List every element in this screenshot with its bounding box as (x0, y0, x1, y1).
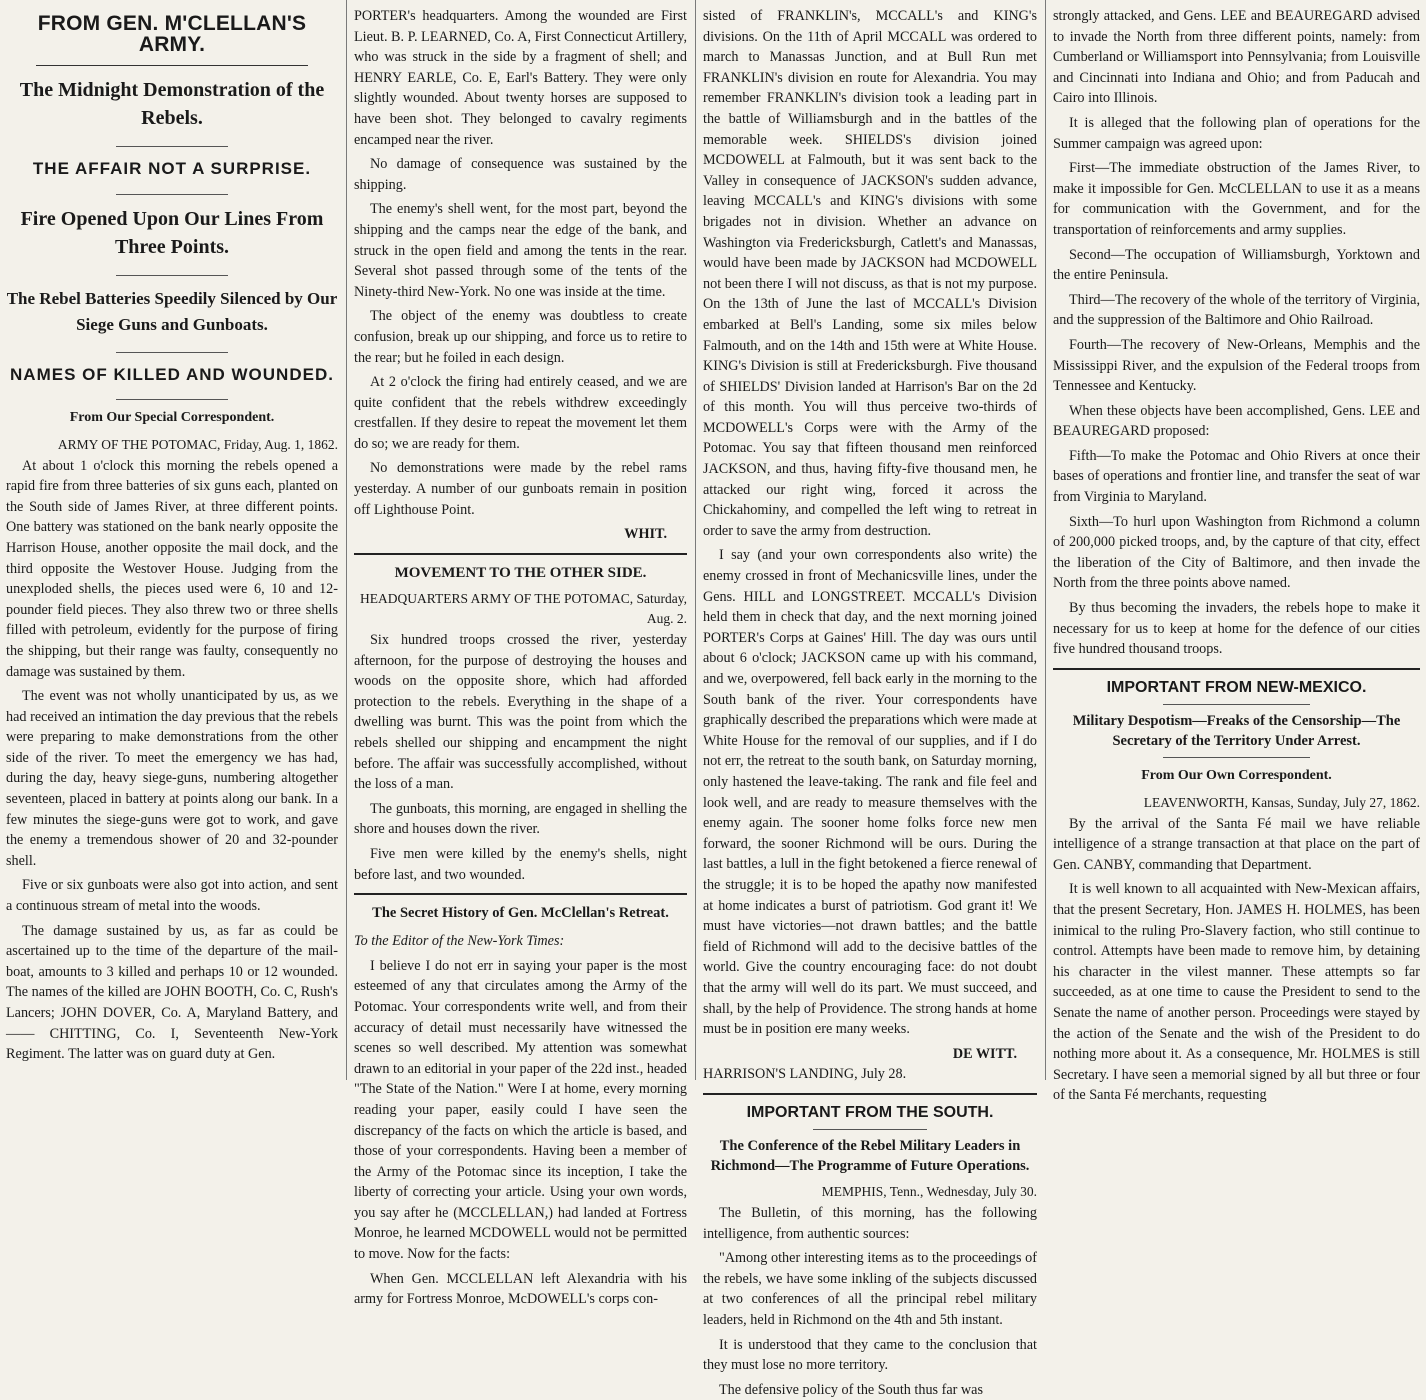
signoff-place: HARRISON'S LANDING, July 28. (703, 1066, 907, 1083)
dateline: MEMPHIS, Tenn., Wednesday, July 30. (821, 1184, 1037, 1200)
dateline: HEADQUARTERS ARMY OF THE POTOMAC, Saturday, Aug. 2. (360, 590, 687, 627)
article-paragraph: I say (and your own correspondents also write) the enemy crossed in front of Mechanicsville lines, under the Gens. HILL and LONGSTREET. MCCALL's Division held them in check that day, and the next morning joined PORTER's Corps at Gaines' Hill. The day was ours until about 6 o'clock; JACKSON came up with his command, and we, overpowered, fell back early in the morning to the South bank of the river. Your correspondents have graphically described the preparations which were made at White House for the removal of our supplies, and if I do not err, the retreat to the south bank, on Saturday morning, only hastened the leave-taking. The rank and file feel and look well, and are ready to measure themselves with the enemy again. The sooner home folks force new men forward, the sooner Richmond will be ours. During the last battles, a lull in the fight betokened a fierce renewal of the struggle; it is to be hoped the apathy now manifested at home indicates a burst of patriotism. God grant it! We must have victories—not drawn battles; and the battle field of Richmond will add to the decisive battles of the world. Give the country encouraging face: do not doubt that the army will well do its part. We must succeed, and shall, by the help of Providence. The strong hands at home must be in position ere many weeks. (703, 547, 1037, 1038)
article-paragraph: The enemy's shell went, for the most part, beyond the shipping and the camps near the edge of the bank, and struck in the open field and among the tents in the rear. Several shot passed through some of the tents of the Ninety-third New-York. No one was inside at the time. (354, 201, 687, 300)
dateline: ARMY OF THE POTOMAC, Friday, Aug. 1, 1862. (57, 436, 338, 452)
section-title-new-mexico: IMPORTANT FROM NEW-MEXICO. (1106, 678, 1367, 696)
article-paragraph: "Among other interesting items as to the proceedings of the rebels, we have some inkling of the subjects discussed at two conferences of all the principal rebel military leaders, held in Richmond on the 4th and 5th instant. (703, 1250, 1037, 1329)
subhead-not-a-surprise: THE AFFAIR NOT A SURPRISE. (32, 159, 312, 179)
article-paragraph: sisted of FRANKLIN's, MCCALL's and KING's divisions. On the 11th of April MCCALL was ordered to march to Manassas Junction, and at Bull Run met FRANKLIN's division en route for Alexandria. You may remember FRANKLIN's division took a leading part in the battle of Williamsburgh and in the battles of the memorable week. SHIELDS's division joined MCDOWELL at Falmouth, but it was sent back to the Valley in consequence of JACKSON's sudden advance, leaving MCCALL's and KING's divisions with some brigades not in division. Whether an advance on Washington via Fredericksburgh, Catlett's and Manassas, would have been made by JACKSON had MCDOWELL not been there I will not discuss, as that is not my purpose. On the 13th of June the last of MCCALL's Division embarked at Bell's Landing, some six miles below Falmouth, and on the 14th and 15th were at White House. KING's Division is still at Fredericksburgh. Five thousand of SHIELDS' Division landed at Harrison's Bar on the 2d of this month. You will thus perceive two-thirds of MCDOWELL's Corps were with the Army of the Potomac. You say that fifteen thousand men reinforced JACKSON, and thus, having fifty-five thousand men, he attacked our right wing, forced it across the Chickahominy, and compelled the left wing to retreat in order to save the army from destruction. (703, 8, 1037, 539)
divider (116, 352, 228, 353)
column-2 (348, 0, 693, 1308)
divider (1163, 757, 1310, 758)
dateline: LEAVENWORTH, Kansas, Sunday, July 27, 1862. (1143, 795, 1420, 810)
divider (116, 194, 228, 195)
article-paragraph: It is well known to all acquainted with New-Mexican affairs, that the present Secretary, Hon. JAMES H. HOLMES, has been inimical to the ruling Pro-Slavery faction, who still continue to control. Attempts have been made to remove him, by detaining his character in the vilest manner. These attempts so far succeeded, as at one time to cause the President to send to the Senate the name of another person. Proceedings were stayed by the action of the Senate and the wish of the President to do nothing more about it. As a consequence, Mr. HOLMES is still Secretary. I have seen a memorial signed by all but three or four of the Santa Fé merchants, requesting (1053, 881, 1420, 1104)
article-paragraph: Five men were killed by the enemy's shells, night before last, and two wounded. (354, 845, 687, 883)
article-paragraph: When these objects have been accomplished, Gens. LEE and BEAUREGARD proposed: (1053, 402, 1420, 440)
article-paragraph: The gunboats, this morning, are engaged in shelling the shore and houses down the river. (354, 800, 687, 838)
article-paragraph: The damage sustained by us, as far as could be ascertained up to the time of the departure of the mail-boat, amounts to 3 killed and perhaps 10 or 12 wounded. The names of the killed are JOHN BOOTH, Co. C, Rush's Lancers; JOHN DOVER, Co. A, Maryland Battery, and —— CHITTING, Co. I, Seventeenth New-York Regiment. The latter was on guard duty at Gen. (6, 922, 338, 1063)
divider (813, 1129, 927, 1130)
article-paragraph: First—The immediate obstruction of the James River, to make it impossible for Gen. McCLELLAN to use it as a means for communication with the Government, and for the transportation of reinforcements and army supplies. (1053, 160, 1420, 238)
article-paragraph: At 2 o'clock the firing had entirely ceased, and we are quite confident that the rebels withdrew exceedingly crestfallen. If they desire to repeat the movement let them do so; we are ready for them. (354, 374, 687, 452)
divider (36, 65, 308, 66)
article-paragraph: At about 1 o'clock this morning the rebels opened a rapid fire from three batteries of six guns each, planted on the South side of James River, at three different points. One battery was stationed on the bank nearly opposite the Harrison House, another opposite the mail dock, and the third opposite the Westover House. Judging from the unexploded shells, the pieces used were 6, 10 and 12-pounder field pieces. They also threw two or three shells filled with petroleum, evidently for the purpose of firing the shipping, but their range was faulty, consequently no damage was sustained by them. (6, 457, 338, 680)
section-dek: Military Despotism—Freaks of the Censorship—The Secretary of the Territory Under Arrest. (1072, 713, 1401, 750)
section-title-south: IMPORTANT FROM THE SOUTH. (746, 1103, 994, 1121)
main-headline: FROM GEN. M'CLELLAN'S ARMY. (37, 12, 307, 56)
signature: DE WITT. (952, 1045, 1017, 1062)
article-paragraph: When Gen. MCCLELLAN left Alexandria with his army for Fortress Monroe, McDOWELL's corps con- (354, 1270, 687, 1308)
subhead-batteries-silenced: The Rebel Batteries Speedily Silenced by Our Siege Guns and Gunboats. (6, 288, 338, 334)
article-paragraph: No damage of consequence was sustained by the shipping. (354, 156, 687, 193)
article-paragraph: strongly attacked, and Gens. LEE and BEAUREGARD advised to invade the North from three different points, namely: from Cumberland or Williamsport into Pennsylvania; from Louisville and Cincinnati into Indiana and Ohio; and from Paducah and Cairo into Illinois. (1053, 8, 1420, 107)
section-title-movement: MOVEMENT TO THE OTHER SIDE. (394, 564, 647, 581)
article-paragraph: Sixth—To hurl upon Washington from Richmond a column of 200,000 picked troops, and, by the capture of that city, effect the liberation of the City of Baltimore, and then invade the North from the three points above named. (1053, 513, 1420, 592)
article-paragraph: Fifth—To make the Potomac and Ohio Rivers at once their bases of operations and frontier line, and transfer the seat of war from Virginia to Maryland. (1053, 447, 1420, 506)
article-paragraph: By thus becoming the invaders, the rebels hope to make it necessary for us to keep at home for the defence of our cities five hundred thousand troops. (1053, 600, 1420, 658)
article-paragraph: The event was not wholly unanticipated by us, as we had received an intimation the day previous that the rebels were preparing to make demonstrations from the other side of the river. To meet the emergency we has had, during the day, heavy siege-guns, numbering altogether seventeen, placed in battery at points along our bank. In a few minutes the siege-guns were got to work, and gave the enemy a tremendous shower of 20 and 32-pounder shell. (6, 688, 338, 869)
divider (1163, 704, 1310, 705)
subhead-midnight-demonstration: The Midnight Demonstration of the Rebels. (19, 79, 325, 130)
article-paragraph: It is alleged that the following plan of operations for the Summer campaign was agreed upon: (1053, 114, 1420, 152)
article-paragraph: I believe I do not err in saying your paper is the most esteemed of any that circulates among the Army of the Potomac. Your correspondents write well, and from their accuracy of detail must necessarily have witnessed the scenes so well described. My attention was somewhat drawn to an editorial in your paper of the 22d inst., headed "The State of the Nation." Were I at home, every morning reading your paper, easily could I have seen the discrepancy of the facts on which the article is based, and those of your correspondents. Having been a member of the Army of the Potomac since its inception, I take the liberty of correcting your article. Using your own words, you say after he (MCCLELLAN,) had landed at Fortress Monroe, he learned MCDOWELL would not be permitted to move. Now for the facts: (354, 957, 687, 1263)
salutation: To the Editor of the New-York Times: (354, 933, 565, 950)
article-paragraph: By the arrival of the Santa Fé mail we have reliable intelligence of a strange transaction at that place on the part of Gen. CANBY, commanding that Department. (1053, 815, 1420, 873)
article-paragraph: Second—The occupation of Williamsburgh, Yorktown and the entire Peninsula. (1053, 246, 1420, 284)
article-paragraph: Six hundred troops crossed the river, yesterday afternoon, for the purpose of destroying the houses and woods on the opposite shore, which had afforded protection to the rebels. Everything in the shape of a dwelling was burnt. This was the point from which the rebels shelled our shipping and encampment the night before. The affair was successfully accomplished, without the loss of a man. (354, 632, 687, 793)
section-title-secret-history: The Secret History of Gen. McClellan's Retreat. (372, 905, 669, 922)
section-dek: The Conference of the Rebel Military Leaders in Richmond—The Programme of Future Operations. (710, 1138, 1030, 1175)
column-rule (1045, 0, 1046, 1080)
byline: From Our Own Correspondent. (1141, 768, 1332, 784)
subhead-names-killed-wounded: NAMES OF KILLED AND WOUNDED. (10, 364, 334, 384)
article-paragraph: The object of the enemy was doubtless to create confusion, break up our shipping, and force us to retire to the rear; but he foiled in each design. (354, 308, 687, 366)
divider (116, 399, 228, 400)
column-3 (697, 0, 1043, 1398)
subhead-fire-opened: Fire Opened Upon Our Lines From Three Points. (20, 207, 324, 258)
divider (703, 1093, 1037, 1095)
divider (354, 553, 687, 555)
column-rule (346, 0, 347, 1080)
article-paragraph: It is understood that they came to the conclusion that they must lose no more territory. (703, 1336, 1037, 1374)
article-paragraph: Five or six gunboats were also got into action, and sent a continuous stream of metal into the woods. (6, 877, 338, 915)
column-4 (1047, 0, 1426, 1104)
divider (354, 893, 687, 895)
article-paragraph: The Bulletin, of this morning, has the following intelligence, from authentic sources: (703, 1205, 1037, 1242)
article-paragraph: PORTER's headquarters. Among the wounded are First Lieut. B. P. LEARNED, Co. A, First Connecticut Artillery, who was struck in the side by a fragment of shell; and HENRY EARLE, Co. E, Earl's Battery. They were only slightly wounded. About twenty horses are supposed to have been shot. They belonged to cavalry regiments encamped near the river. (354, 8, 687, 148)
divider (116, 275, 228, 276)
column-rule (695, 0, 696, 1080)
signature: WHIT. (624, 526, 667, 543)
divider (116, 146, 228, 147)
article-paragraph: No demonstrations were made by the rebel rams yesterday. A number of our gunboats remain in position off Lighthouse Point. (354, 460, 687, 518)
byline: From Our Special Correspondent. (69, 410, 275, 426)
divider (1053, 668, 1420, 670)
column-1 (0, 0, 344, 1080)
article-paragraph: The defensive policy of the South thus far was (719, 1381, 983, 1398)
article-paragraph: Fourth—The recovery of New-Orleans, Memphis and the Mississippi River, and the expulsion of the Federal troops from Tennessee and Kentucky. (1053, 336, 1420, 395)
article-paragraph: Third—The recovery of the whole of the territory of Virginia, and the suppression of the Baltimore and Ohio Railroad. (1053, 291, 1420, 329)
